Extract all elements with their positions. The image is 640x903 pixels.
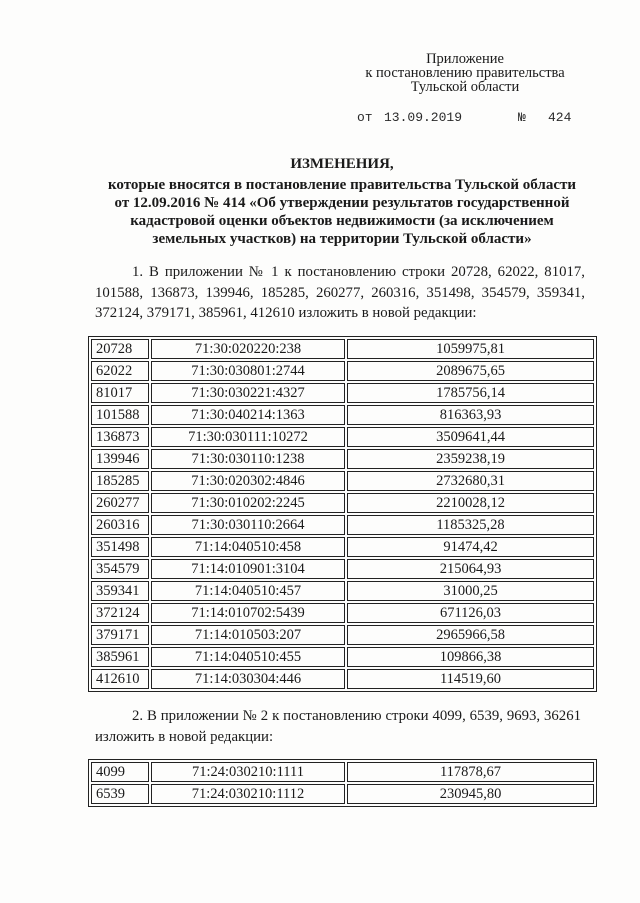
cadastral-number-cell: 71:30:030221:4327: [151, 383, 345, 403]
cadastral-number-cell: 71:30:030110:2664: [151, 515, 345, 535]
table-row: [91, 361, 594, 381]
cadastral-number-cell: 71:14:010901:3104: [151, 559, 345, 579]
value-cell: 2089675,65: [347, 361, 594, 381]
row-number-cell: 379171: [91, 625, 149, 645]
value-cell: 2732680,31: [347, 471, 594, 491]
paragraph-line: 101588, 136873, 139946, 185285, 260277, 260316, 351498, 354579, 359341,: [95, 284, 585, 301]
value-cell: 816363,93: [347, 405, 594, 425]
date-prefix: от: [357, 110, 373, 125]
value-cell: 31000,25: [347, 581, 594, 601]
table-row: [91, 427, 594, 447]
row-number-cell: 372124: [91, 603, 149, 623]
value-cell: 2965966,58: [347, 625, 594, 645]
row-number-cell: 6539: [91, 784, 149, 804]
appendix-header: [355, 52, 575, 94]
cadastral-number-cell: 71:30:010202:2245: [151, 493, 345, 513]
row-number-cell: 260277: [91, 493, 149, 513]
row-number-cell: 412610: [91, 669, 149, 689]
row-number-cell: 185285: [91, 471, 149, 491]
value-cell: 114519,60: [347, 669, 594, 689]
value-cell: 109866,38: [347, 647, 594, 667]
paragraph-line: 372124, 379171, 385961, 412610 изложить в новой редакции:: [95, 305, 477, 321]
subtitle-line: земельных участков) на территории Тульской области»: [152, 231, 532, 247]
value-cell: 3509641,44: [347, 427, 594, 447]
row-number-cell: 354579: [91, 559, 149, 579]
table-row: [91, 762, 594, 782]
registration-line: [0, 110, 640, 126]
cadastral-number-cell: 71:14:010503:207: [151, 625, 345, 645]
cadastral-number-cell: 71:30:040214:1363: [151, 405, 345, 425]
table-row: [91, 383, 594, 403]
row-number-cell: 359341: [91, 581, 149, 601]
appendix-label: Приложение: [426, 51, 504, 67]
item-2-table: [88, 759, 597, 807]
table-row: [91, 405, 594, 425]
registration-date: 13.09.2019: [384, 110, 463, 125]
row-number-cell: 101588: [91, 405, 149, 425]
table-row: [91, 493, 594, 513]
paragraph-line: изложить в новой редакции:: [95, 728, 274, 745]
value-cell: 2359238,19: [347, 449, 594, 469]
row-number-cell: 385961: [91, 647, 149, 667]
table-row: [91, 339, 594, 359]
cadastral-number-cell: 71:14:030304:446: [151, 669, 345, 689]
row-number-cell: 62022: [91, 361, 149, 381]
item-2-paragraph: [95, 706, 581, 747]
appendix-region: Тульской области: [410, 79, 520, 95]
paragraph-line: 1. В приложении № 1 к постановлению строки 20728, 62022, 81017,: [132, 264, 585, 280]
table-row: [91, 537, 594, 557]
row-number-cell: 4099: [91, 762, 149, 782]
cadastral-number-cell: 71:30:030110:1238: [151, 449, 345, 469]
value-cell: 1785756,14: [347, 383, 594, 403]
value-cell: 117878,67: [347, 762, 594, 782]
row-number-cell: 139946: [91, 449, 149, 469]
row-number-cell: 20728: [91, 339, 149, 359]
table-row: [91, 625, 594, 645]
table-row: [91, 784, 594, 804]
cadastral-number-cell: 71:30:030111:10272: [151, 427, 345, 447]
item-1-table: [88, 336, 597, 692]
cadastral-number-cell: 71:14:040510:457: [151, 581, 345, 601]
document-subtitle: [60, 176, 624, 248]
cadastral-number-cell: 71:14:010702:5439: [151, 603, 345, 623]
value-cell: 91474,42: [347, 537, 594, 557]
value-cell: 1059975,81: [347, 339, 594, 359]
table-row: [91, 647, 594, 667]
subtitle-line: кадастровой оценки объектов недвижимости (за исключением: [130, 213, 554, 229]
value-cell: 230945,80: [347, 784, 594, 804]
table-row: [91, 581, 594, 601]
item-1-paragraph: [95, 262, 585, 324]
cadastral-number-cell: 71:30:020302:4846: [151, 471, 345, 491]
table-row: [91, 449, 594, 469]
cadastral-number-cell: 71:24:030210:1111: [151, 762, 345, 782]
row-number-cell: 260316: [91, 515, 149, 535]
cadastral-number-cell: 71:14:040510:455: [151, 647, 345, 667]
value-cell: 671126,03: [347, 603, 594, 623]
table-row: [91, 471, 594, 491]
value-cell: 2210028,12: [347, 493, 594, 513]
row-number-cell: 81017: [91, 383, 149, 403]
registration-number: 424: [548, 110, 572, 125]
table-row: [91, 559, 594, 579]
subtitle-line: от 12.09.2016 № 414 «Об утверждении результатов государственной: [114, 195, 570, 211]
value-cell: 1185325,28: [347, 515, 594, 535]
document-title: ИЗМЕНЕНИЯ,: [290, 156, 394, 172]
table-row: [91, 603, 594, 623]
paragraph-line: 2. В приложении № 2 к постановлению строки 4099, 6539, 9693, 36261: [132, 708, 581, 724]
cadastral-number-cell: 71:14:040510:458: [151, 537, 345, 557]
value-cell: 215064,93: [347, 559, 594, 579]
table-row: [91, 669, 594, 689]
appendix-reference: к постановлению правительства: [365, 65, 565, 81]
cadastral-number-cell: 71:30:020220:238: [151, 339, 345, 359]
subtitle-line: которые вносятся в постановление правительства Тульской области: [107, 177, 577, 193]
cadastral-number-cell: 71:24:030210:1112: [151, 784, 345, 804]
row-number-cell: 136873: [91, 427, 149, 447]
number-prefix: №: [518, 110, 526, 125]
row-number-cell: 351498: [91, 537, 149, 557]
cadastral-number-cell: 71:30:030801:2744: [151, 361, 345, 381]
table-row: [91, 515, 594, 535]
